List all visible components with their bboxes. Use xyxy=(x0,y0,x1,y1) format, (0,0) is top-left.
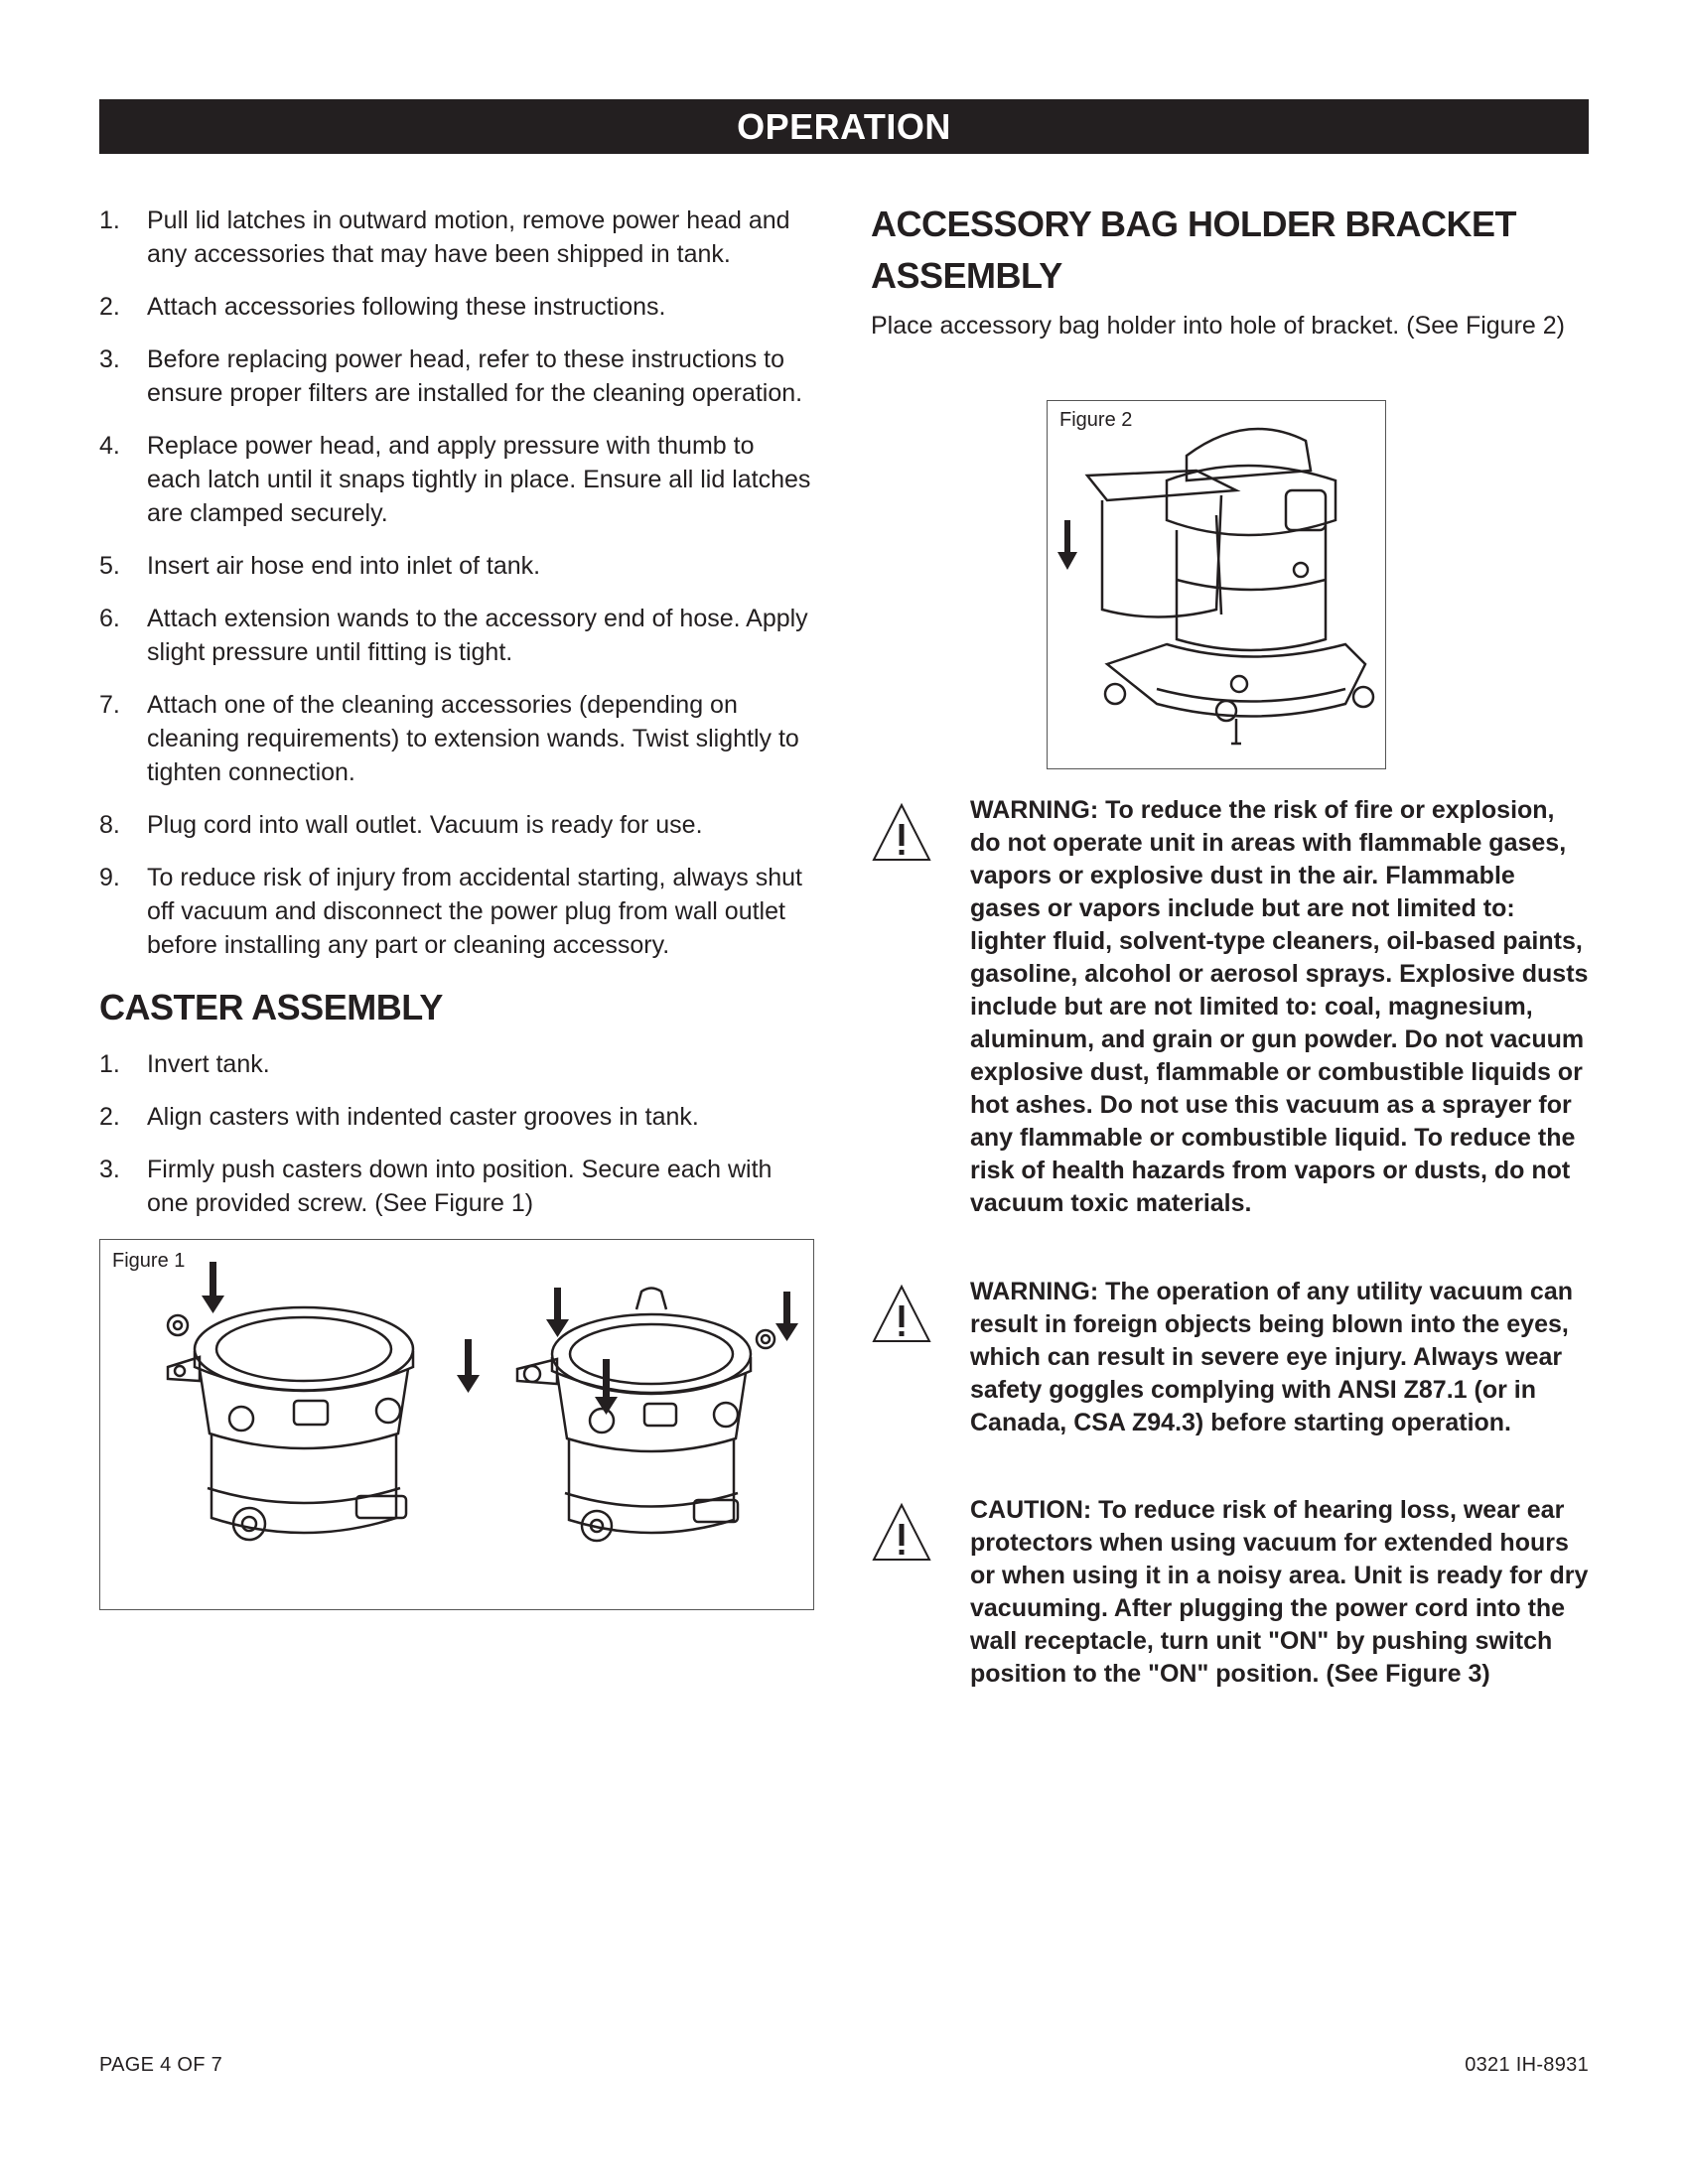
step-number: 2. xyxy=(99,1103,120,1131)
step-text: Pull lid latches in outward motion, remove power head and any accessories that may have been shipped in tank. xyxy=(147,206,790,268)
step-text: Invert tank. xyxy=(147,1050,270,1078)
step-number: 1. xyxy=(99,1050,120,1078)
step-number: 4. xyxy=(99,432,120,460)
step-number: 7. xyxy=(99,691,120,719)
down-arrow-icon xyxy=(1057,520,1077,570)
page-number: PAGE 4 OF 7 xyxy=(99,2054,223,2076)
step-text: Align casters with indented caster grooves in tank. xyxy=(147,1103,699,1131)
operation-steps xyxy=(99,204,814,962)
figure-2-label: Figure 2 xyxy=(1059,409,1133,431)
list-item xyxy=(99,1100,814,1134)
list-item xyxy=(99,808,814,842)
right-column xyxy=(871,199,1591,1688)
caster-steps xyxy=(99,1047,814,1220)
bag-holder-illustration xyxy=(1048,401,1385,768)
section-banner: OPERATION xyxy=(99,99,1589,154)
warning-triangle-icon xyxy=(871,802,932,864)
step-number: 3. xyxy=(99,1156,120,1183)
warning-text: WARNING: To reduce the risk of fire or explosion, do not operate unit in areas with flammable gases, vapors or explosive dust in the air. Flammable gases or vapors include but are not limited to: lighter fluid, solvent-type cleaners, oil-based paints, gasoline, alcohol or aerosol sprays. Explosive dusts include but are not limited to: coal, magnesium, aluminum, and grain or gun powder. Do not vacuum explosive dust, flammable or combustible liquids or hot ashes. Do not use this vacuum as a sprayer for any flammable or combustible liquid. To reduce the risk of health hazards from vapors or dusts, do not vacuum toxic materials. xyxy=(970,796,1589,1217)
list-item xyxy=(99,861,814,962)
list-item xyxy=(99,1153,814,1220)
step-text: Plug cord into wall outlet. Vacuum is ready for use. xyxy=(147,811,703,839)
warning-text: WARNING: The operation of any utility vacuum can result in foreign objects being blown into the eyes, which can result in severe eye injury. Always wear safety goggles complying with ANSI Z87.1 (or in Canada, CSA Z94.3) before starting operation. xyxy=(970,1278,1574,1436)
bracket-assembly-heading: ACCESSORY BAG HOLDER BRACKET ASSEMBLY xyxy=(871,204,1517,296)
caution-text: CAUTION: To reduce risk of hearing loss, wear ear protectors when using vacuum for extended hours or when using it in a noisy area. Unit is ready for dry vacuuming. After plugging the power cord into the wall receptacle, turn unit "ON" by pushing switch position to the "ON" position. (See Figure 3) xyxy=(970,1496,1589,1688)
list-item xyxy=(99,429,814,530)
step-number: 3. xyxy=(99,345,120,373)
figure-2 xyxy=(1047,400,1386,769)
step-text: Firmly push casters down into position. Secure each with one provided screw. (See Figure 1) xyxy=(147,1156,773,1217)
left-column xyxy=(99,204,814,1610)
caster-assembly-heading: CASTER ASSEMBLY xyxy=(99,987,443,1027)
step-number: 6. xyxy=(99,605,120,632)
warning-triangle-icon xyxy=(871,1502,932,1564)
step-text: Before replacing power head, refer to these instructions to ensure proper filters are installed for the cleaning operation. xyxy=(147,345,803,407)
step-text: Insert air hose end into inlet of tank. xyxy=(147,552,541,580)
list-item xyxy=(99,290,814,324)
step-number: 8. xyxy=(99,811,120,839)
step-number: 5. xyxy=(99,552,120,580)
document-code: 0321 IH-8931 xyxy=(1465,2054,1589,2076)
list-item xyxy=(99,688,814,789)
figure-1 xyxy=(99,1239,814,1610)
list-item xyxy=(99,204,814,271)
step-number: 9. xyxy=(99,864,120,891)
step-text: Attach accessories following these instructions. xyxy=(147,293,666,321)
step-number: 1. xyxy=(99,206,120,234)
step-text: To reduce risk of injury from accidental starting, always shut off vacuum and disconnect the power plug from wall outlet before installing any part or cleaning accessory. xyxy=(147,864,802,959)
step-text: Attach extension wands to the accessory end of hose. Apply slight pressure until fitting is tight. xyxy=(147,605,808,666)
list-item xyxy=(99,342,814,410)
warning-triangle-icon xyxy=(871,1284,932,1345)
list-item xyxy=(99,1047,814,1081)
bracket-intro: Place accessory bag holder into hole of bracket. (See Figure 2) xyxy=(871,312,1565,340)
figure-1-label: Figure 1 xyxy=(112,1250,186,1272)
step-number: 2. xyxy=(99,293,120,321)
step-text: Attach one of the cleaning accessories (depending on cleaning requirements) to extension wands. Twist slightly to tighten connection. xyxy=(147,691,799,786)
list-item xyxy=(99,602,814,669)
list-item xyxy=(99,549,814,583)
step-text: Replace power head, and apply pressure with thumb to each latch until it snaps tightly in place. Ensure all lid latches are clamped securely. xyxy=(147,432,811,527)
caster-illustration xyxy=(100,1240,813,1609)
